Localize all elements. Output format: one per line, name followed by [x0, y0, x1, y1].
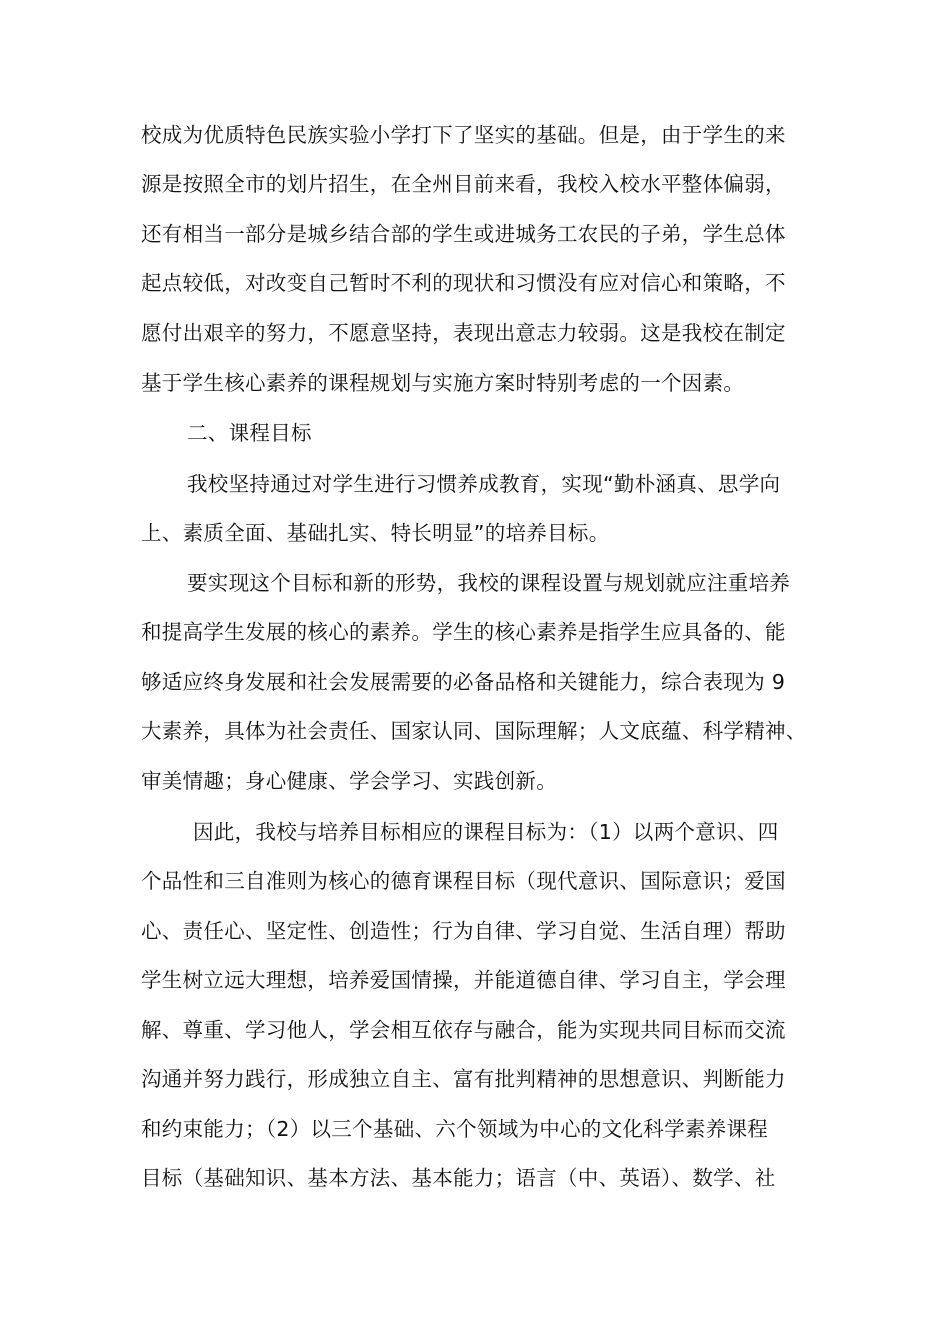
text-line: 个品性和三自准则为核心的德育课程目标（现代意识、国际意识；爱国: [141, 869, 786, 893]
text-line: 解、尊重、学习他人，学会相互依存与融合，能为实现共同目标而交流: [141, 1018, 786, 1042]
text-line: 源是按照全市的划片招生，在全州目前来看，我校入校水平整体偏弱，: [141, 172, 786, 196]
text-line: 学生树立远大理想，培养爱国情操，并能道德自律、学习自主，学会理: [141, 968, 786, 992]
text-line: 上、素质全面、基础扎实、特长明显”的培养目标。: [141, 521, 610, 545]
text-line: 大素养，具体为社会责任、国家认同、国际理解；人文底蕴、科学精神、: [141, 719, 807, 743]
text-line: 和提高学生发展的核心的素养。学生的核心素养是指学生应具备的、能: [141, 620, 786, 644]
text-line: 审美情趣；身心健康、学会学习、实践创新。: [141, 769, 557, 793]
text-line: 够适应终身发展和社会发展需要的必备品格和关键能力，综合表现为 9: [141, 670, 786, 694]
text-line: 愿付出艰辛的努力，不愿意坚持，表现出意志力较弱。这是我校在制定: [141, 321, 786, 345]
text-line: 要实现这个目标和新的形势，我校的课程设置与规划就应注重培养: [187, 571, 791, 595]
text-line: 目标（基础知识、基本方法、基本能力；语言（中、英语）、数学、社: [141, 1166, 776, 1190]
text-line: 和约束能力；（2）以三个基础、六个领域为中心的文化科学素养课程: [141, 1117, 769, 1141]
text-line: 我校坚持通过对学生进行习惯养成教育，实现“勤朴涵真、思学向: [187, 472, 781, 496]
text-line: 心、责任心、坚定性、创造性；行为自律、学习自觉、生活自理）帮助: [141, 919, 786, 943]
text-line: 校成为优质特色民族实验小学打下了坚实的基础。但是，由于学生的来: [141, 123, 786, 147]
text-line: 起点较低，对改变自己暂时不利的现状和习惯没有应对信心和策略，不: [141, 271, 786, 295]
text-line: 因此，我校与培养目标相应的课程目标为：（1）以两个意识、四: [193, 820, 779, 844]
text-line: 沟通并努力践行，形成独立自主、富有批判精神的思想意识、判断能力: [141, 1067, 786, 1091]
section-heading: 二、课程目标: [187, 421, 312, 445]
text-line: 还有相当一部分是城乡结合部的学生或进城务工农民的子弟，学生总体: [141, 222, 786, 246]
text-line: 基于学生核心素养的课程规划与实施方案时特别考虑的一个因素。: [141, 371, 745, 395]
